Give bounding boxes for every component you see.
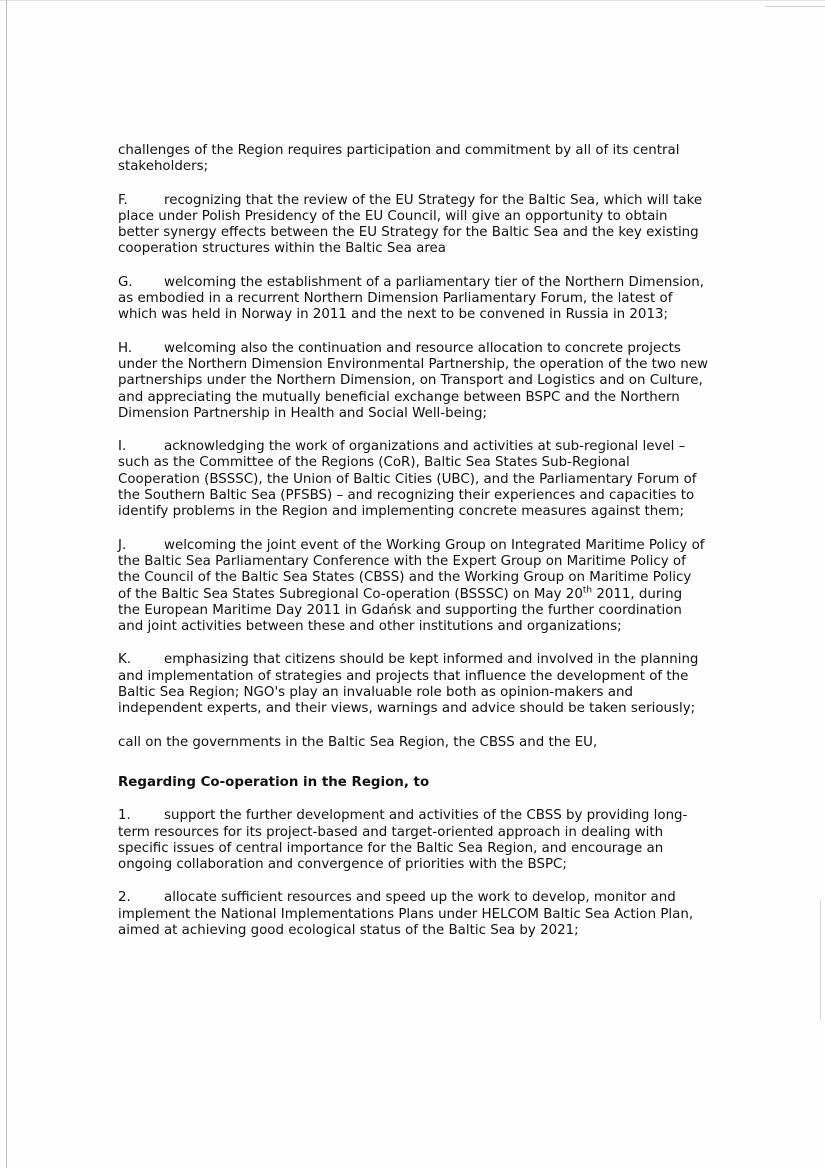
scan-edge-topright: [765, 6, 825, 7]
clause-k: [118, 652, 708, 717]
action-label: 1.: [118, 808, 131, 824]
action-label: 2.: [118, 890, 131, 906]
clause-text: emphasizing that citizens should be kept informed and involved in the planning and implementation of strategies and projects that influence the development of the Baltic Sea Region; NGO's play an invaluable role both as opinion-makers and independent experts, and their views, warnings and advice should be taken seriously;: [118, 652, 699, 717]
clause-text: welcoming the joint event of the Working Group on Integrated Maritime Policy of the Baltic Sea Parliamentary Conference with the Expert Group on Maritime Policy of the Council of the Baltic Sea States (CBSS) and the Working Group on Maritime Policy of the Baltic Sea States Subregional Co-operation (BSSSC) on May 20: [118, 537, 705, 602]
document-body: [118, 143, 708, 956]
scan-edge-top: [0, 0, 825, 1]
clause-f: [118, 193, 708, 258]
call-on-statement: call on the governments in the Baltic Sea Region, the CBSS and the EU,: [118, 734, 598, 750]
action-text: support the further development and activities of the CBSS by providing long-term resources for its project-based and target-oriented approach in dealing with specific issues of central importance for the Baltic Sea Region, and encourage an ongoing collaboration and convergence of priorities with the BSPC;: [118, 808, 688, 873]
clause-i: [118, 439, 708, 520]
clause-label: F.: [118, 192, 128, 208]
clause-label: H.: [118, 340, 133, 356]
clause-text: welcoming also the continuation and resource allocation to concrete projects under the Northern Dimension Environmental Partnership, the operation of the two new partnerships under the Northern Dimension, on Transport and Logistics and on Culture, and appreciating the mutually beneficial exchange between BSPC and the Northern Dimension Partnership in Health and Social Well-being;: [118, 340, 708, 421]
clause-label: J.: [118, 537, 127, 553]
clause-text: acknowledging the work of organizations and activities at sub-regional level – such as the Committee of the Regions (CoR), Baltic Sea States Sub-Regional Cooperation (BSSSC), the Union of Baltic Cities (UBC), and the Parliamentary Forum of the Southern Baltic Sea (PFSBS) – and recognizing their experiences and capacities to identify problems in the Region and implementing concrete measures against them;: [118, 439, 697, 520]
clause-g: [118, 275, 708, 324]
scan-edge-left: [6, 0, 7, 1168]
clause-text: welcoming the establishment of a parliamentary tier of the Northern Dimension, as embodied in a recurrent Northern Dimension Parliamentary Forum, the latest of which was held in Norway in 2011 and the next to be convened in Russia in 2013;: [118, 274, 704, 323]
clause-text-continued: 2011, during the European Maritime Day 2011 in Gdańsk and supporting the further coordination and joint activities between these and other institutions and organizations;: [118, 586, 683, 635]
ordinal-suffix: th: [582, 585, 593, 596]
action-2: [118, 890, 708, 939]
section-heading: Regarding Co-operation in the Region, to: [118, 774, 430, 790]
clause-text: recognizing that the review of the EU Strategy for the Baltic Sea, which will take place under Polish Presidency of the EU Council, will give an opportunity to obtain better synergy effects between the EU Strategy for the Baltic Sea and the key existing cooperation structures within the Baltic Sea area: [118, 192, 703, 257]
action-1: [118, 808, 708, 873]
action-text: allocate sufficient resources and speed up the work to develop, monitor and implement the National Implementations Plans under HELCOM Baltic Sea Action Plan, aimed at achieving good ecological status of the Baltic Sea by 2021;: [118, 890, 694, 938]
clause-label: K.: [118, 652, 132, 668]
scan-edge-right: [820, 900, 821, 1020]
clause-label: G.: [118, 274, 133, 290]
intro-continuation: challenges of the Region requires participation and commitment by all of its central stakeholders;: [118, 143, 680, 175]
clause-j: [118, 538, 708, 636]
clause-h: [118, 341, 708, 422]
clause-label: I.: [118, 439, 127, 455]
